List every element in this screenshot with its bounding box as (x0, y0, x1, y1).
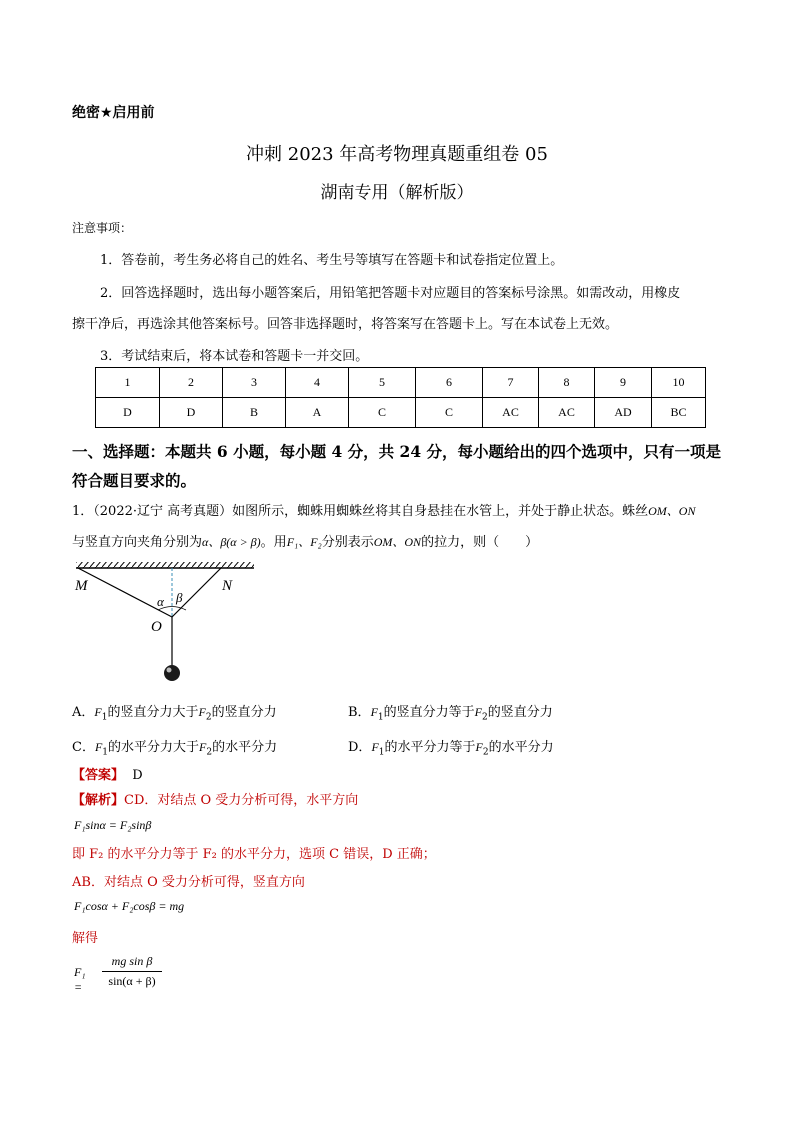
answer-cell: AD (595, 398, 652, 428)
question-1-text: 与竖直方向夹角分别为 (72, 535, 203, 550)
force-symbol: F (370, 705, 378, 719)
fraction-bar (102, 971, 162, 972)
answer-line (72, 764, 143, 783)
equation-vertical: F₁cosα + F₂cosβ = mg (74, 899, 185, 913)
analysis-line-3: AB．对结点 O 受力分析可得，竖直方向 (72, 875, 305, 890)
option-text: 的水平分力大于 (108, 740, 200, 755)
option-a[interactable] (72, 701, 277, 723)
force-symbol: F (475, 740, 483, 754)
answer-cell: D (160, 398, 223, 428)
option-d[interactable] (348, 736, 554, 758)
option-c[interactable] (72, 736, 277, 758)
subscript: 1 (377, 712, 384, 723)
spider-hanging-diagram (72, 560, 272, 686)
answer-cell: C (349, 398, 416, 428)
question-number-cell: 3 (223, 368, 286, 398)
question-number-cell: 9 (595, 368, 652, 398)
question-number-cell: 8 (539, 368, 595, 398)
answer-cell: BC (652, 398, 706, 428)
answer-cell: A (286, 398, 349, 428)
answer-table-number-row (96, 368, 706, 398)
subscript: 1 (378, 747, 385, 758)
subscript: 1 (102, 747, 109, 758)
answer-table-answer-row (96, 398, 706, 428)
equation-denominator: sin(α + β) (108, 974, 156, 988)
question-number-cell: 1 (96, 368, 160, 398)
option-text: 的竖直分力 (487, 705, 553, 720)
answer-cell: C (416, 398, 483, 428)
notice-item-1: 1．答卷前，考生务必将自己的姓名、考生号等填写在答题卡和试卷指定位置上。 (100, 253, 564, 268)
answer-tag: 【答案】 (72, 768, 125, 783)
notice-item-2-line-1: 2．回答选择题时，选出每小题答案后，用铅笔把答题卡对应题目的答案标号涂黑。如需改动，用橡皮 (100, 286, 681, 301)
analysis-line-4: 解得 (72, 931, 99, 946)
label-alpha: α (157, 594, 164, 609)
option-letter: C． (72, 740, 95, 755)
force-symbol: F (474, 705, 482, 719)
answer-table (95, 367, 706, 428)
label-n: N (222, 578, 233, 594)
answer-cell: AC (483, 398, 539, 428)
subscript: 2 (482, 747, 489, 758)
force-symbol: F (198, 705, 206, 719)
force-symbol: F (199, 740, 207, 754)
subscript: 1 (101, 712, 108, 723)
string-labels: OM、ON (373, 535, 422, 549)
question-number-cell: 4 (286, 368, 349, 398)
subscript: 2 (482, 712, 488, 723)
angle-symbols: α、β(α > β) (202, 535, 261, 549)
analysis-text: CD．对结点 O 受力分析可得，水平方向 (124, 793, 359, 808)
analysis-tag: 【解析】 (72, 793, 125, 808)
question-1-text: 1．（2022·辽宁 高考真题）如图所示，蜘蛛用蜘蛛丝将其自身悬挂在水管上，并处于静止状态。蛛丝 (72, 504, 649, 519)
subscript: 2 (205, 712, 212, 723)
notice-item-3: 3．考试结束后，将本试卷和答题卡一并交回。 (100, 349, 369, 364)
force-symbol: F (371, 740, 379, 754)
analysis-line-2: 即 F₂ 的水平分力等于 F₂ 的水平分力，选项 C 错误，D 正确； (72, 847, 436, 862)
answer-cell: B (223, 398, 286, 428)
page-subtitle: 湖南专用（解析版） (320, 183, 474, 203)
option-letter: A． (72, 705, 95, 720)
page-title: 冲刺 2023 年高考物理真题重组卷 05 (246, 144, 548, 165)
answer-cell: AC (539, 398, 595, 428)
force-symbols: F₁、F₂ (286, 535, 322, 549)
option-text: 的水平分力等于 (384, 740, 476, 755)
option-b[interactable] (348, 701, 553, 723)
question-number-cell: 10 (652, 368, 706, 398)
answer-value: D (132, 768, 143, 783)
string-labels: OM、ON (648, 504, 696, 518)
force-symbol: F (94, 740, 103, 754)
option-text: 的竖直分力 (211, 705, 277, 720)
label-o: O (151, 619, 162, 635)
question-1-text: 。用 (260, 535, 287, 550)
label-beta: β (176, 590, 183, 605)
analysis-line-1 (72, 789, 358, 808)
question-1-text: 分别表示 (321, 535, 374, 550)
option-text: 的水平分力 (212, 740, 278, 755)
question-number-cell: 7 (483, 368, 539, 398)
equation-numerator: mg sin β (111, 954, 153, 968)
question-1-text: 的拉力，则（ ） (421, 535, 539, 550)
equation-horizontal: F₁sinα = F₂sinβ (74, 818, 152, 832)
spider-ball (164, 665, 180, 681)
question-1-stem-line-2 (72, 531, 538, 550)
section-heading-line-2: 符合题目要求的。 (72, 471, 197, 490)
option-letter: D． (348, 740, 372, 755)
answer-cell: D (96, 398, 160, 428)
pipe-hatching (76, 562, 254, 568)
option-letter: B． (348, 705, 371, 720)
question-number-cell: 2 (160, 368, 223, 398)
question-number-cell: 5 (349, 368, 416, 398)
subscript: 2 (206, 747, 213, 758)
label-m: M (75, 578, 88, 594)
question-number-cell: 6 (416, 368, 483, 398)
notice-item-2-line-2: 擦干净后，再选涂其他答案标号。回答非选择题时，将答案写在答题卡上。写在本试卷上无效。 (72, 317, 619, 332)
notice-heading: 注意事项： (72, 221, 133, 235)
ball-highlight (167, 668, 172, 673)
section-heading-line-1: 一、选择题：本题共 6 小题，每小题 4 分，共 24 分，每小题给出的四个选项中，只有一项是 (72, 442, 722, 461)
option-text: 的竖直分力等于 (383, 705, 475, 720)
question-1-stem-line-1 (72, 500, 695, 519)
option-text: 的水平分力 (488, 740, 554, 755)
confidential-label: 绝密★启用前 (72, 105, 155, 121)
equation-lhs: F₁ = (74, 965, 86, 994)
option-text: 的竖直分力大于 (107, 705, 199, 720)
force-symbol: F (94, 705, 102, 719)
